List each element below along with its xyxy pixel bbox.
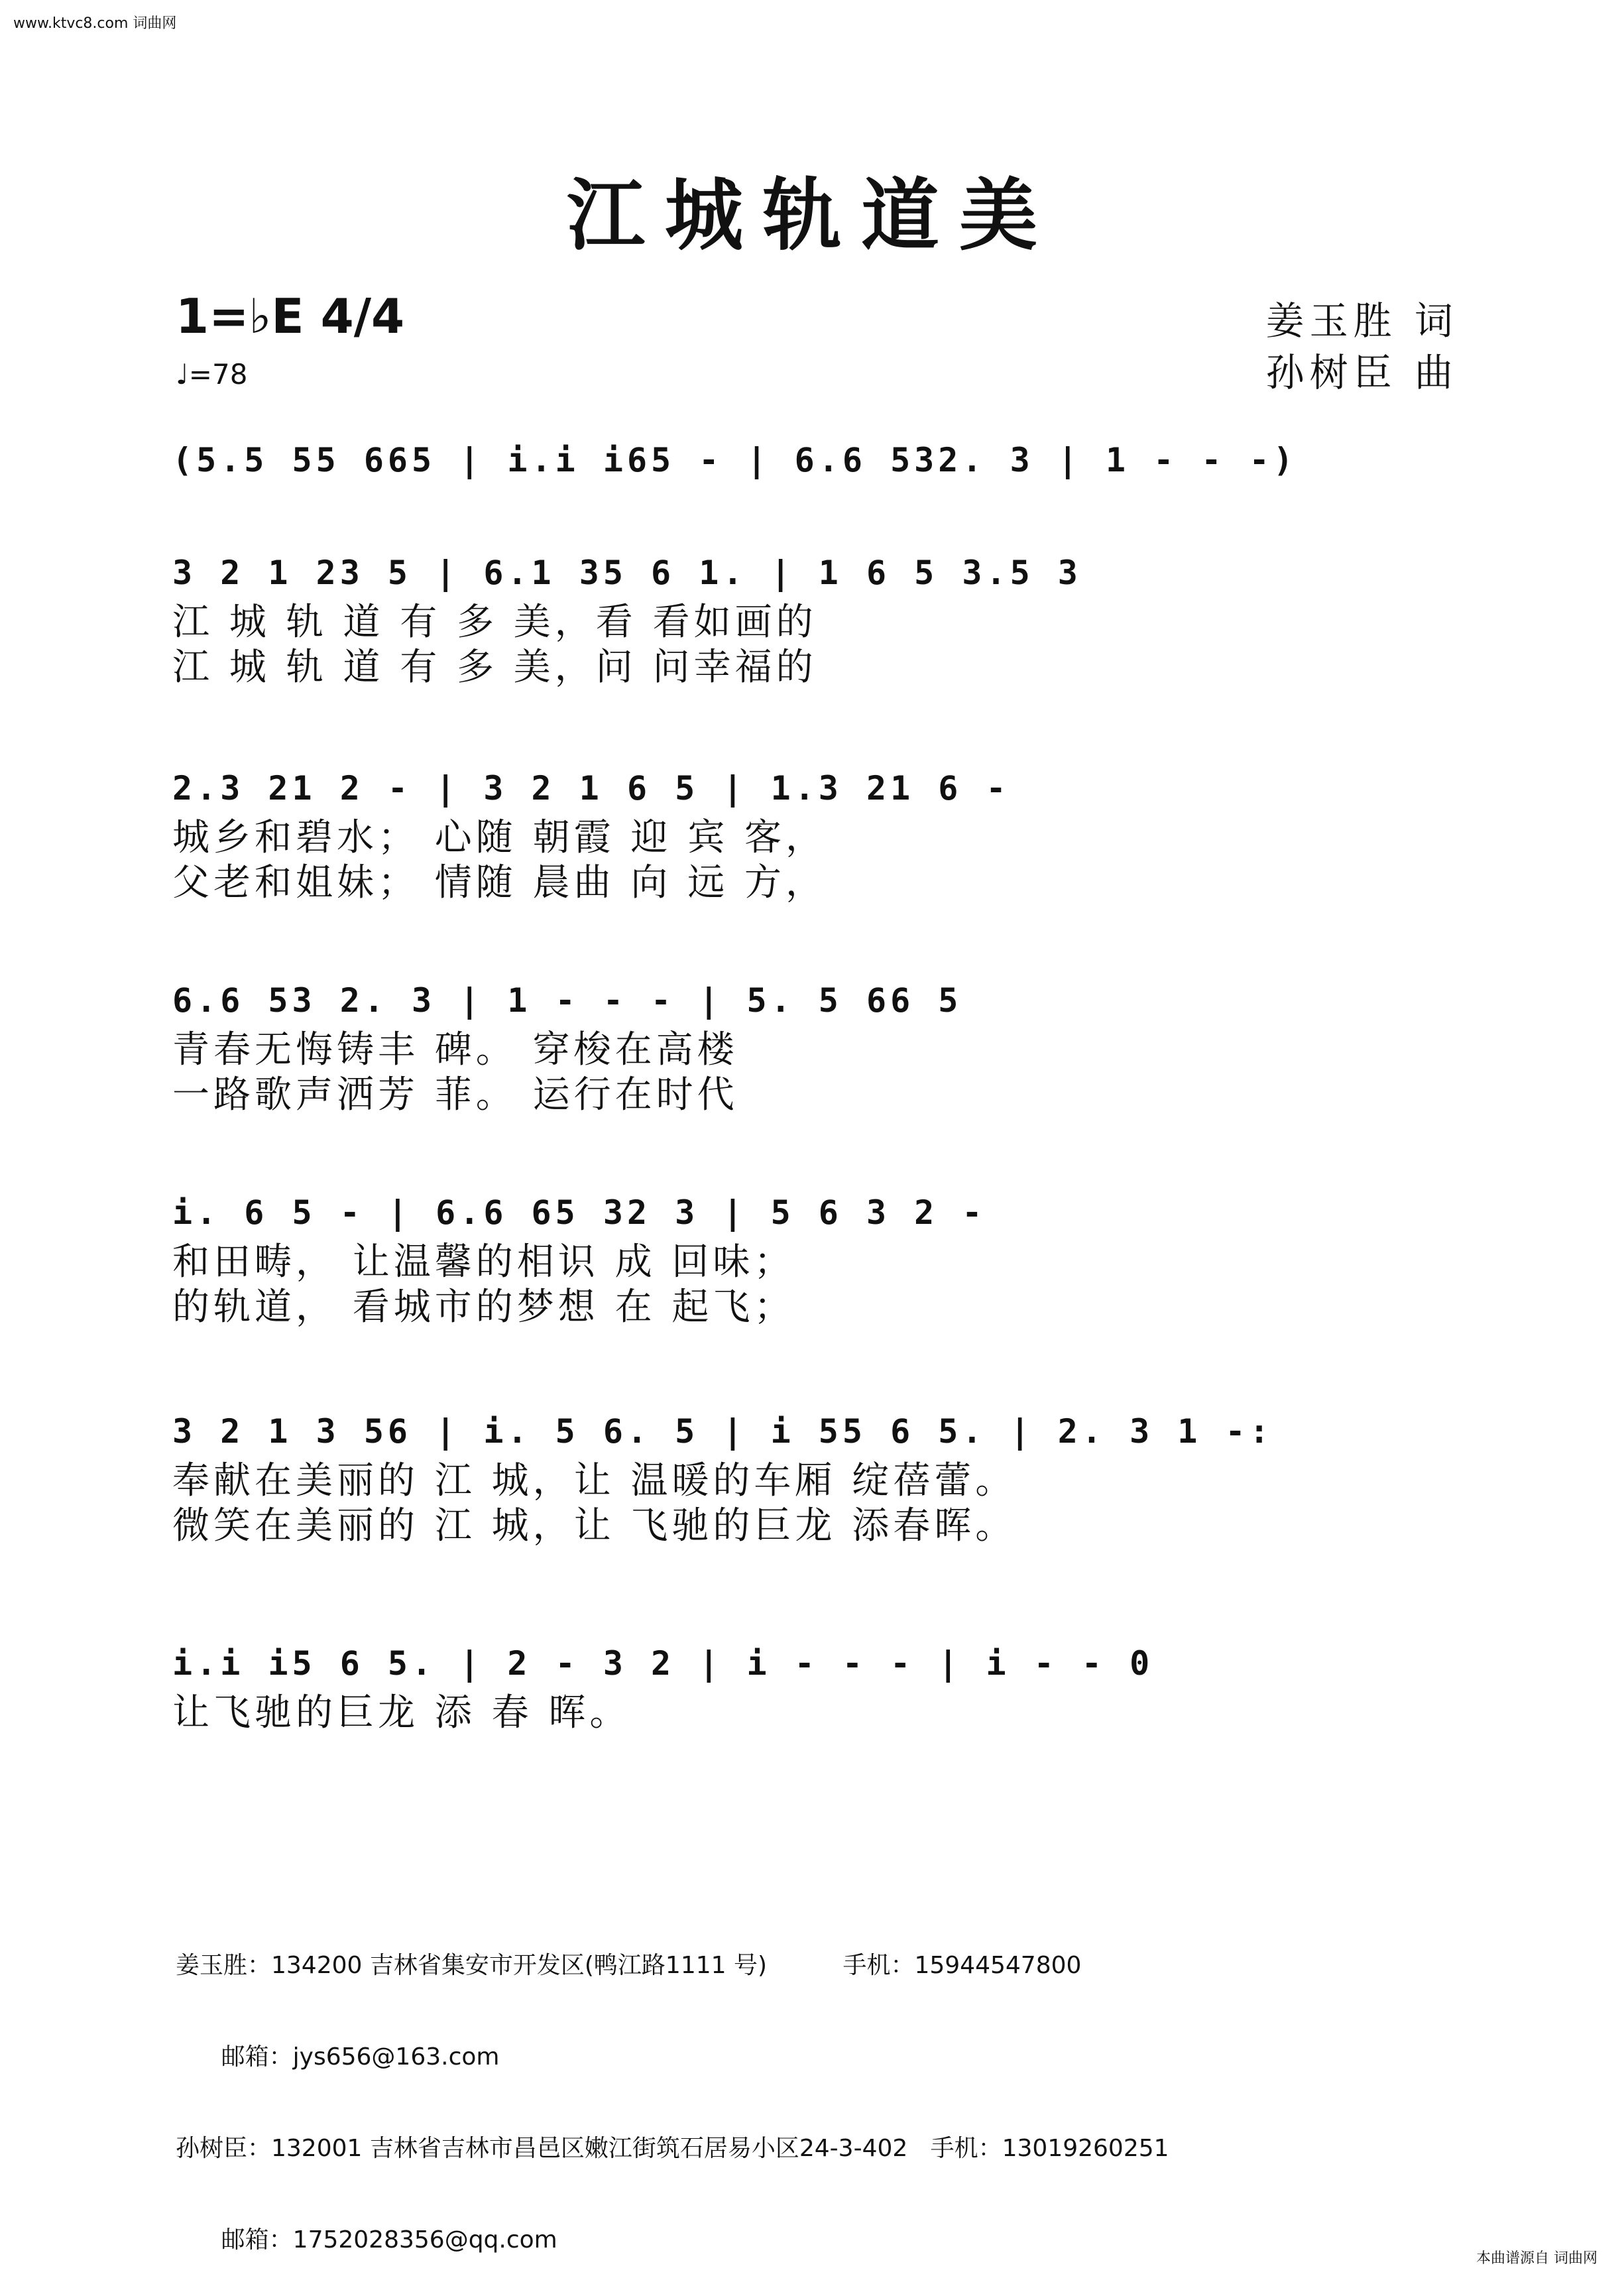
score-row [172, 769, 1458, 906]
lyric-verse-1: 让飞驰的巨龙 添 春 晖。 [172, 1691, 631, 1734]
lyric-verse-1: 和田畴， 让温馨的相识 成 回味； [172, 1240, 795, 1284]
lyric-verse-1: 青春无悔铸丰 碑。 穿梭在高楼 [172, 1028, 738, 1071]
contact-line: 孙树臣：132001 吉林省吉林市昌邑区嫩江街筑石居易小区24-3-402 手机：13019260251 [176, 2135, 1169, 2162]
notation-row: i. 6 5 - | 6.6 65 32 3 | 5 6 3 2 - [172, 1193, 986, 1232]
lyric-verse-1: 奉献在美丽的 江 城，让 温暖的车厢 绽蓓蕾。 [172, 1459, 1017, 1502]
tempo-marking: ♩=78 [176, 358, 248, 391]
lyric-verse-1: 江 城 轨 道 有 多 美，看 看如画的 [172, 601, 817, 644]
credits [1266, 295, 1458, 398]
notation-row: i.i i5 6 5. | 2 - 3 2 | i - - - | i - - 0 [172, 1644, 1154, 1683]
score-row [172, 1644, 1458, 1736]
lyric-verse-2: 一路歌声洒芳 菲。 运行在时代 [172, 1073, 738, 1116]
lyric-verse-2: 父老和姐妹； 情随 晨曲 向 远 方， [172, 861, 827, 904]
lyric-verse-2: 微笑在美丽的 江 城，让 飞驰的巨龙 添春晖。 [172, 1504, 1017, 1547]
lyric-verse-1: 城乡和碧水； 心随 朝霞 迎 宾 客， [172, 816, 827, 859]
notation-row: 3 2 1 3 56 | i. 5 6. 5 | i 55 6 5. | 2. 3 1 -: [172, 1412, 1273, 1451]
site-watermark: www.ktvc8.com 词曲网 [13, 15, 177, 32]
score-row [172, 1412, 1458, 1549]
score-row [172, 1193, 1458, 1330]
lyric-verse-2: 江 城 轨 道 有 多 美，问 问幸福的 [172, 646, 817, 689]
notation-row: 2.3 21 2 - | 3 2 1 6 5 | 1.3 21 6 - [172, 769, 1010, 808]
contact-info [176, 1890, 1169, 2286]
contact-line: 邮箱：1752028356@qq.com [176, 2226, 557, 2254]
score-row [172, 441, 1458, 487]
lyricist: 姜玉胜 词 [1265, 298, 1458, 343]
song-title: 江城轨道美 [566, 169, 1057, 261]
contact-line: 姜玉胜：134200 吉林省集安市开发区(鸭江路1111 号) 手机：15944547800 [176, 1952, 1082, 1979]
composer: 孙树臣 曲 [1265, 350, 1458, 395]
contact-line: 邮箱：jys656@163.com [176, 2043, 500, 2071]
score-row [172, 554, 1458, 690]
notation-row: 3 2 1 23 5 | 6.1 35 6 1. | 1 6 5 3.5 3 [172, 554, 1082, 592]
lyric-verse-2: 的轨道， 看城市的梦想 在 起飞； [172, 1286, 795, 1329]
notation-row: 6.6 53 2. 3 | 1 - - - | 5. 5 66 5 [172, 981, 962, 1020]
source-note: 本曲谱源自 词曲网 [1476, 2250, 1597, 2267]
score-row [172, 981, 1458, 1118]
key-signature: 1=♭E 4/4 [176, 288, 405, 344]
notation-row: (5.5 55 665 | i.i i65 - | 6.6 532. 3 | 1 - - -) [172, 441, 1297, 479]
